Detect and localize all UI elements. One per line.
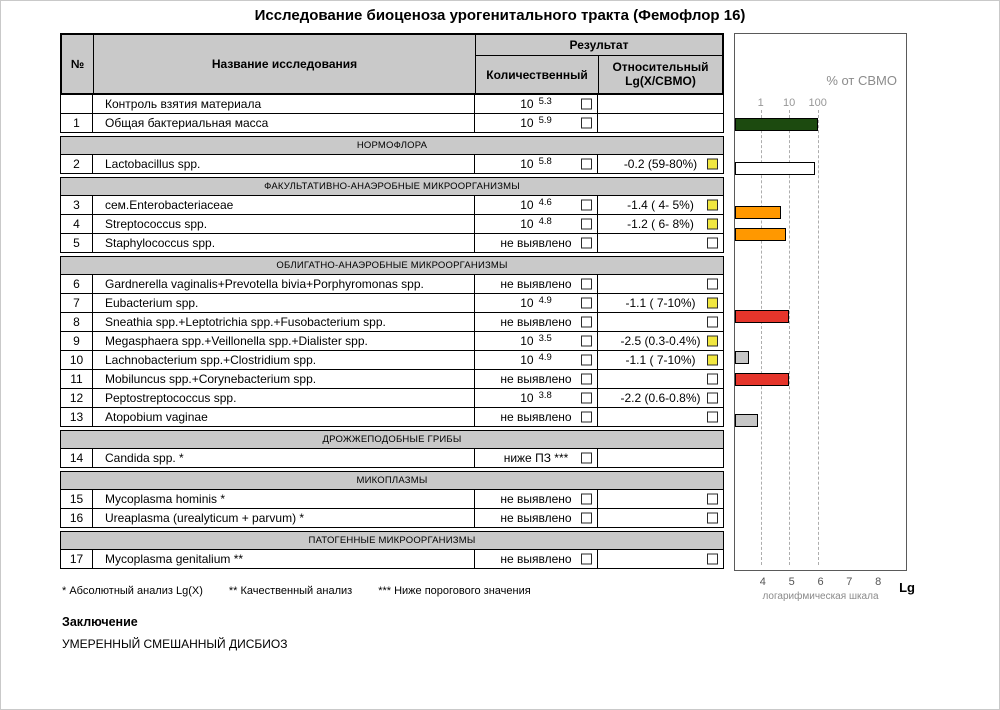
section-row xyxy=(60,256,724,275)
row-number: 8 xyxy=(61,313,93,331)
chart-row xyxy=(735,206,906,225)
quant-base: 10 xyxy=(520,391,534,405)
test-name: Общая бактериальная масса xyxy=(93,114,475,132)
quantitative-value: не выявлено xyxy=(500,372,572,386)
quantitative-checkbox[interactable] xyxy=(581,219,592,230)
quantitative-value: не выявлено xyxy=(500,236,572,250)
table-body xyxy=(60,95,724,569)
quantitative-checkbox[interactable] xyxy=(581,513,592,524)
quant-exponent: 4.9 xyxy=(538,352,552,363)
section-row xyxy=(60,471,724,490)
table-row xyxy=(60,196,724,215)
relative-cell xyxy=(598,490,724,508)
col-header-relative: Относительный Lg(X/СВМО) xyxy=(612,59,709,88)
test-name: Candida spp. * xyxy=(93,449,475,467)
chart-row xyxy=(735,474,906,493)
quantitative-cell xyxy=(475,490,598,508)
test-name: Mobiluncus spp.+Corynebacterium spp. xyxy=(93,370,475,388)
quantitative-checkbox[interactable] xyxy=(581,279,592,290)
row-number xyxy=(61,95,93,113)
relative-cell xyxy=(598,294,724,312)
relative-value: -0.2 (59-80%) xyxy=(623,157,698,171)
quantitative-cell xyxy=(475,351,598,369)
test-name: Gardnerella vaginalis+Prevotella bivia+Porphyromonas spp. xyxy=(93,275,475,293)
table-row xyxy=(60,509,724,528)
quantitative-cell xyxy=(475,449,598,467)
quantitative-checkbox[interactable] xyxy=(581,298,592,309)
chart-bar xyxy=(735,162,815,175)
chart-bar xyxy=(735,118,818,131)
footnote-threshold: *** Ниже порогового значения xyxy=(378,585,531,597)
quantitative-cell xyxy=(475,215,598,233)
relative-flag-checkbox[interactable] xyxy=(707,355,718,366)
relative-flag-checkbox[interactable] xyxy=(707,374,718,385)
relative-flag-checkbox[interactable] xyxy=(707,219,718,230)
quantitative-value: не выявлено xyxy=(500,492,572,506)
test-name: Lactobacillus spp. xyxy=(93,155,475,173)
chart-row xyxy=(735,228,906,247)
quant-base: 10 xyxy=(520,334,534,348)
chart-row xyxy=(735,329,906,348)
row-number: 10 xyxy=(61,351,93,369)
quantitative-value: ниже ПЗ *** xyxy=(503,451,569,465)
row-number: 1 xyxy=(61,114,93,132)
test-name: Atopobium vaginae xyxy=(93,408,475,426)
relative-flag-checkbox[interactable] xyxy=(707,159,718,170)
relative-cell xyxy=(598,351,724,369)
test-name: Контроль взятия материала xyxy=(93,95,475,113)
row-number: 6 xyxy=(61,275,93,293)
table-row xyxy=(60,294,724,313)
row-number: 17 xyxy=(61,550,93,568)
chart-row xyxy=(735,140,906,159)
percent-tick-label: 10 xyxy=(783,97,796,109)
chart-row xyxy=(735,433,906,452)
chart-row xyxy=(735,247,906,266)
result-subheaders xyxy=(476,56,722,93)
table-row xyxy=(60,449,724,468)
chart-bar xyxy=(735,414,758,427)
col-header-quantitative: Количественный xyxy=(476,56,599,93)
test-name: Megasphaera spp.+Veillonella spp.+Dialister spp. xyxy=(93,332,475,350)
percent-tick-label: 100 xyxy=(808,97,827,109)
test-name: Ureaplasma (urealyticum + parvum) * xyxy=(93,509,475,527)
chart-row xyxy=(735,310,906,329)
quantitative-cell xyxy=(475,294,598,312)
quantitative-cell xyxy=(475,196,598,214)
quantitative-value xyxy=(520,296,552,310)
quantitative-checkbox[interactable] xyxy=(581,355,592,366)
quant-exponent: 4.8 xyxy=(538,216,552,227)
quantitative-checkbox[interactable] xyxy=(581,200,592,211)
test-name: Mycoplasma hominis * xyxy=(93,490,475,508)
quantitative-cell xyxy=(475,389,598,407)
relative-cell xyxy=(598,509,724,527)
row-number: 9 xyxy=(61,332,93,350)
quantitative-checkbox[interactable] xyxy=(581,494,592,505)
relative-cell xyxy=(598,408,724,426)
test-name: Mycoplasma genitalium ** xyxy=(93,550,475,568)
section-label: НОРМОФЛОРА xyxy=(61,137,724,154)
row-number: 15 xyxy=(61,490,93,508)
row-number: 13 xyxy=(61,408,93,426)
table-row xyxy=(60,550,724,569)
quantitative-cell xyxy=(475,95,598,113)
quantitative-checkbox[interactable] xyxy=(581,159,592,170)
quantitative-checkbox[interactable] xyxy=(581,412,592,423)
quantitative-value xyxy=(520,116,552,130)
chart-row xyxy=(735,556,906,575)
quant-base: 10 xyxy=(520,217,534,231)
relative-flag-checkbox[interactable] xyxy=(707,554,718,565)
row-number: 5 xyxy=(61,234,93,252)
chart-title: % от СВМО xyxy=(826,73,897,88)
quantitative-checkbox[interactable] xyxy=(581,393,592,404)
section-label: ОБЛИГАТНО-АНАЭРОБНЫЕ МИКРООРГАНИЗМЫ xyxy=(61,257,724,274)
quantitative-cell xyxy=(475,234,598,252)
quant-exponent: 5.3 xyxy=(538,96,552,107)
conclusion-heading: Заключение xyxy=(62,615,138,629)
section-label: ФАКУЛЬТАТИВНО-АНАЭРОБНЫЕ МИКРООРГАНИЗМЫ xyxy=(61,178,724,195)
chart-row xyxy=(735,455,906,474)
quantitative-cell xyxy=(475,509,598,527)
quant-exponent: 5.9 xyxy=(538,115,552,126)
relative-cell xyxy=(598,155,724,173)
quantitative-checkbox[interactable] xyxy=(581,317,592,328)
row-number: 2 xyxy=(61,155,93,173)
table-row xyxy=(60,275,724,294)
table-row xyxy=(60,389,724,408)
quantitative-value xyxy=(520,391,552,405)
relative-value: -1.4 ( 4- 5%) xyxy=(627,198,694,212)
relative-cell xyxy=(598,389,724,407)
section-row xyxy=(60,177,724,196)
test-name: Staphylococcus spp. xyxy=(93,234,475,252)
quantitative-cell xyxy=(475,550,598,568)
lg-axis-caption: логарифмическая шкала xyxy=(762,591,879,602)
quantitative-value xyxy=(520,334,552,348)
quant-exponent: 3.5 xyxy=(538,333,552,344)
quantitative-cell xyxy=(475,332,598,350)
relative-value: -1.1 ( 7-10%) xyxy=(625,296,696,310)
percent-tick-label: 1 xyxy=(757,97,764,109)
row-number: 4 xyxy=(61,215,93,233)
chart-row xyxy=(735,162,906,181)
quantitative-checkbox[interactable] xyxy=(581,118,592,129)
lg-tick-label: 7 xyxy=(846,576,853,588)
section-row xyxy=(60,531,724,550)
table-row xyxy=(60,155,724,174)
col-header-result: Результат xyxy=(476,35,722,56)
relative-cell xyxy=(598,550,724,568)
quantitative-value xyxy=(520,198,552,212)
quantitative-cell xyxy=(475,370,598,388)
quant-base: 10 xyxy=(520,97,534,111)
relative-flag-checkbox[interactable] xyxy=(707,200,718,211)
footnote-absolute: * Абсолютный анализ Lg(X) xyxy=(62,585,203,597)
relative-flag-checkbox[interactable] xyxy=(707,336,718,347)
relative-cell xyxy=(598,275,724,293)
quantitative-value: не выявлено xyxy=(500,511,572,525)
chart-bar xyxy=(735,206,781,219)
footnote-qualitative: ** Качественный анализ xyxy=(228,585,353,597)
table-header xyxy=(60,33,724,95)
relative-cell xyxy=(598,332,724,350)
table-row xyxy=(60,408,724,427)
conclusion-text: УМЕРЕННЫЙ СМЕШАННЫЙ ДИСБИОЗ xyxy=(62,637,288,651)
chart-bar xyxy=(735,228,786,241)
relative-cell xyxy=(598,196,724,214)
section-row xyxy=(60,136,724,155)
relative-cell xyxy=(598,449,724,467)
quantitative-checkbox[interactable] xyxy=(581,238,592,249)
row-number: 12 xyxy=(61,389,93,407)
quantitative-value xyxy=(520,157,552,171)
quantitative-checkbox[interactable] xyxy=(581,374,592,385)
test-name: Eubacterium spp. xyxy=(93,294,475,312)
quantitative-value: не выявлено xyxy=(500,277,572,291)
chart-row xyxy=(735,351,906,370)
quantitative-cell xyxy=(475,275,598,293)
quantitative-value xyxy=(520,217,552,231)
quantitative-value: не выявлено xyxy=(500,315,572,329)
quant-base: 10 xyxy=(520,353,534,367)
chart-panel xyxy=(734,33,907,571)
section-label: МИКОПЛАЗМЫ xyxy=(61,472,724,489)
chart-row xyxy=(735,184,906,203)
chart-wrap xyxy=(734,33,915,602)
quant-exponent: 3.8 xyxy=(538,390,552,401)
quantitative-value xyxy=(520,353,552,367)
chart-row xyxy=(735,269,906,288)
relative-value: -1.1 ( 7-10%) xyxy=(625,353,696,367)
quant-exponent: 4.6 xyxy=(538,197,552,208)
chart-row xyxy=(735,288,906,307)
relative-flag-checkbox[interactable] xyxy=(707,279,718,290)
lg-tick-label: 5 xyxy=(788,576,795,588)
table-row xyxy=(60,313,724,332)
quantitative-cell xyxy=(475,408,598,426)
relative-flag-checkbox[interactable] xyxy=(707,238,718,249)
relative-cell xyxy=(598,95,724,113)
relative-flag-checkbox[interactable] xyxy=(707,298,718,309)
chart-row xyxy=(735,534,906,553)
test-name: Lachnobacterium spp.+Clostridium spp. xyxy=(93,351,475,369)
quantitative-checkbox[interactable] xyxy=(581,554,592,565)
quantitative-cell xyxy=(475,155,598,173)
chart-row xyxy=(735,575,906,594)
table-row xyxy=(60,332,724,351)
chart-bar xyxy=(735,373,789,386)
col-header-num: № xyxy=(62,35,94,93)
lg-tick-label: 8 xyxy=(875,576,882,588)
quantitative-checkbox[interactable] xyxy=(581,99,592,110)
quantitative-checkbox[interactable] xyxy=(581,336,592,347)
relative-value: -2.2 (0.6-0.8%) xyxy=(620,391,701,405)
table-row xyxy=(60,215,724,234)
quantitative-value: не выявлено xyxy=(500,410,572,424)
section-label: ПАТОГЕННЫЕ МИКРООРГАНИЗМЫ xyxy=(61,532,724,549)
quant-base: 10 xyxy=(520,116,534,130)
chart-row xyxy=(735,496,906,515)
test-name: сем.Enterobacteriaceae xyxy=(93,196,475,214)
relative-flag-checkbox[interactable] xyxy=(707,412,718,423)
relative-cell xyxy=(598,313,724,331)
table-row xyxy=(60,114,724,133)
table-row xyxy=(60,351,724,370)
relative-flag-checkbox[interactable] xyxy=(707,317,718,328)
relative-cell xyxy=(598,215,724,233)
row-number: 7 xyxy=(61,294,93,312)
quant-base: 10 xyxy=(520,157,534,171)
relative-cell xyxy=(598,234,724,252)
quantitative-cell xyxy=(475,114,598,132)
quant-exponent: 4.9 xyxy=(538,295,552,306)
chart-row xyxy=(735,118,906,137)
chart-bar xyxy=(735,310,789,323)
section-label: ДРОЖЖЕПОДОБНЫЕ ГРИБЫ xyxy=(61,431,724,448)
section-row xyxy=(60,430,724,449)
row-number: 16 xyxy=(61,509,93,527)
quant-base: 10 xyxy=(520,198,534,212)
results-table xyxy=(60,33,724,569)
chart-bar xyxy=(735,351,749,364)
row-number: 3 xyxy=(61,196,93,214)
lg-axis-label: Lg xyxy=(899,580,915,595)
test-name: Peptostreptococcus spp. xyxy=(93,389,475,407)
relative-flag-checkbox[interactable] xyxy=(707,393,718,404)
col-header-result-group xyxy=(476,35,722,93)
relative-flag-checkbox[interactable] xyxy=(707,494,718,505)
table-row xyxy=(60,370,724,389)
col-header-name: Название исследования xyxy=(94,35,476,93)
chart-row xyxy=(735,414,906,433)
relative-value: -1.2 ( 6- 8%) xyxy=(627,217,694,231)
relative-value: -2.5 (0.3-0.4%) xyxy=(620,334,701,348)
test-name: Streptococcus spp. xyxy=(93,215,475,233)
quantitative-value xyxy=(520,97,552,111)
chart-rows xyxy=(735,96,906,594)
row-number: 14 xyxy=(61,449,93,467)
table-row xyxy=(60,490,724,509)
relative-cell xyxy=(598,114,724,132)
quantitative-cell xyxy=(475,313,598,331)
table-row xyxy=(60,95,724,114)
quant-base: 10 xyxy=(520,296,534,310)
conclusion xyxy=(62,615,1000,651)
quantitative-value: не выявлено xyxy=(500,552,572,566)
lg-tick-label: 4 xyxy=(759,576,766,588)
row-number: 11 xyxy=(61,370,93,388)
quantitative-checkbox[interactable] xyxy=(581,453,592,464)
chart-row xyxy=(735,373,906,392)
chart-row xyxy=(735,515,906,534)
lg-tick-label: 6 xyxy=(817,576,824,588)
page-title: Исследование биоценоза урогенитального тракта (Фемофлор 16) xyxy=(254,7,746,24)
table-row xyxy=(60,234,724,253)
relative-cell xyxy=(598,370,724,388)
test-name: Sneathia spp.+Leptotrichia spp.+Fusobacterium spp. xyxy=(93,313,475,331)
relative-flag-checkbox[interactable] xyxy=(707,513,718,524)
quant-exponent: 5.8 xyxy=(538,156,552,167)
chart-row xyxy=(735,392,906,411)
